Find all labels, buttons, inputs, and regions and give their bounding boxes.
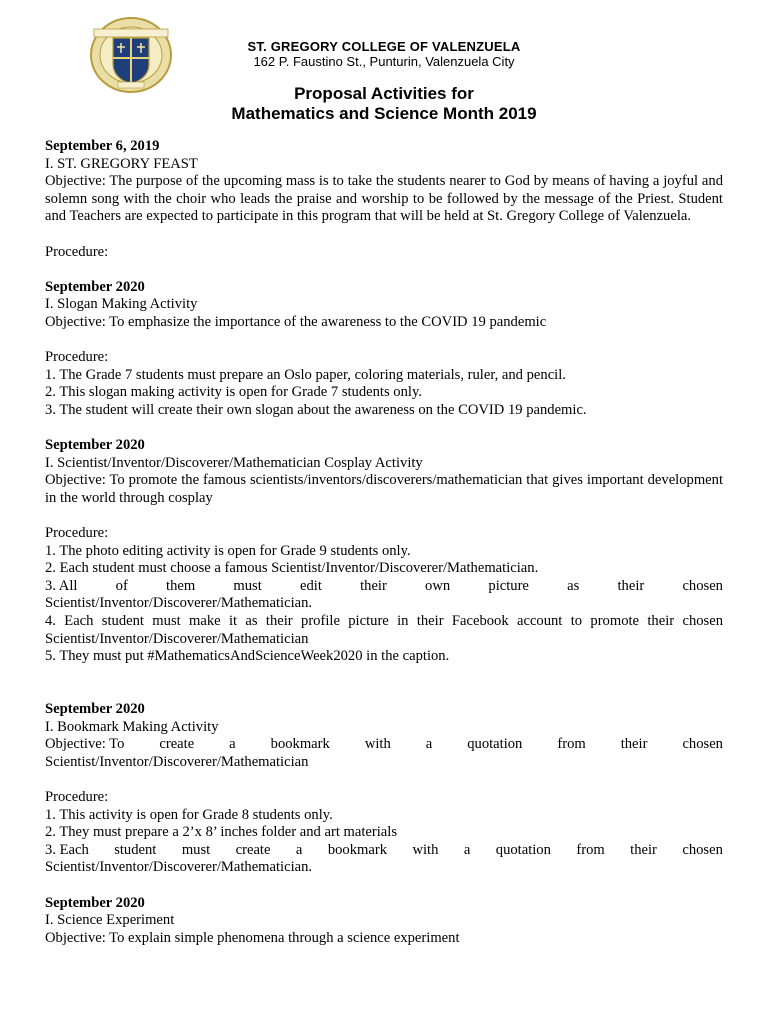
title-line-2: Mathematics and Science Month 2019 [231,104,537,123]
procedure-label: Procedure: [45,243,109,260]
section-heading: I. Slogan Making Activity [45,296,198,313]
section-objective: Objective: The purpose of the upcoming mass is to take the students nearer to God by means of having a joyful and solemn song with the choir who leads the praise and worship to be followed by the message of the Priest. Student and Teachers are expected to participate in this program that will be held at St. Gregory College of Valenzuela. [45,173,723,225]
word: with [412,841,439,858]
word: chosen [682,577,723,594]
word: must [181,841,211,858]
section-date: September 2020 [45,894,145,911]
section-date: September 2020 [45,701,145,717]
procedure-step: 5. They must put #MathematicsAndScienceWeek2020 in the caption. [45,648,450,665]
procedure-step: 2. They must prepare a 2’x 8’ inches folder and art materials [45,824,398,841]
section-date: September 6, 2019 [45,138,160,154]
section-heading: I. Bookmark Making Activity [45,718,219,735]
section-date: September 2020 [45,437,145,454]
word: a [295,841,303,858]
section-objective: Objective: To explain simple phenomena through a science experiment [45,929,460,946]
procedure-label: Procedure: [45,349,109,366]
word: own [425,577,451,594]
section-objective-justified [45,736,723,754]
word: create [159,736,195,753]
word: Objective: To [45,736,125,753]
procedure-step-continued: Scientist/Inventor/Discoverer/Mathematician. [45,859,313,876]
document-body [45,138,723,947]
word: from [557,736,586,753]
word: their [360,577,387,594]
word: edit [300,577,322,594]
section-st-gregory-feast [45,138,723,261]
word: as [567,577,580,594]
procedure-step: 3. The student will create their own slogan about the awareness on the COVID 19 pandemic. [45,401,587,418]
word: quotation [467,736,523,753]
word: bookmark [270,736,330,753]
word: picture [488,577,529,594]
school-seal-logo [90,16,172,94]
word: with [364,736,391,753]
section-objective: Objective: To promote the famous scientists/inventors/discoverers/mathematician that gives important development in the world through cosplay [45,472,723,506]
word: create [235,841,271,858]
word: them [166,577,196,594]
procedure-label: Procedure: [45,788,109,805]
section-heading: I. Science Experiment [45,912,175,929]
word: from [576,841,605,858]
section-heading: I. Scientist/Inventor/Discoverer/Mathematician Cosplay Activity [45,454,423,471]
word: 3. Each [45,841,89,858]
word: 3. All [45,577,78,594]
procedure-step: 1. The photo editing activity is open for Grade 9 students only. [45,542,411,559]
section-cosplay-activity [45,437,723,666]
word: bookmark [327,841,388,858]
procedure-step: 1. The Grade 7 students must prepare an Oslo paper, coloring materials, ruler, and pencil. [45,366,566,383]
section-slogan-making [45,279,723,420]
word: chosen [682,841,723,858]
word: a [425,736,433,753]
procedure-step-justified [45,842,723,860]
word: student [114,841,157,858]
procedure-step: 2. This slogan making activity is open for Grade 7 students only. [45,384,422,401]
word: of [115,577,128,594]
section-objective: Objective: To emphasize the importance of the awareness to the COVID 19 pandemic [45,313,547,330]
word: their [617,577,645,594]
procedure-label: Procedure: [45,525,109,542]
word: quotation [495,841,551,858]
procedure-step-continued: Scientist/Inventor/Discoverer/Mathematician. [45,595,313,612]
procedure-step-justified [45,578,723,596]
procedure-step: 1. This activity is open for Grade 8 students only. [45,806,333,823]
section-date: September 2020 [45,278,145,295]
procedure-step: 4. Each student must make it as their profile picture in their Facebook account to promote their chosen Scientist/Inventor/Discoverer/Mathematician [45,613,723,647]
section-bookmark-making [45,701,723,877]
word: their [630,841,657,858]
title-line-1: Proposal Activities for [294,84,474,103]
word: chosen [682,736,723,753]
word: must [233,577,262,594]
section-objective-continued: Scientist/Inventor/Discoverer/Mathematician [45,753,309,770]
word: their [620,736,648,753]
procedure-step: 2. Each student must choose a famous Scientist/Inventor/Discoverer/Mathematician. [45,560,539,577]
section-science-experiment [45,895,723,948]
school-address: 162 P. Faustino St., Punturin, Valenzuela City [253,54,515,69]
document-title [0,84,768,124]
section-heading: I. ST. GREGORY FEAST [45,155,198,172]
school-name: ST. GREGORY COLLEGE OF VALENZUELA [247,39,521,54]
word: a [229,736,236,753]
word: a [463,841,471,858]
school-header [200,39,568,69]
